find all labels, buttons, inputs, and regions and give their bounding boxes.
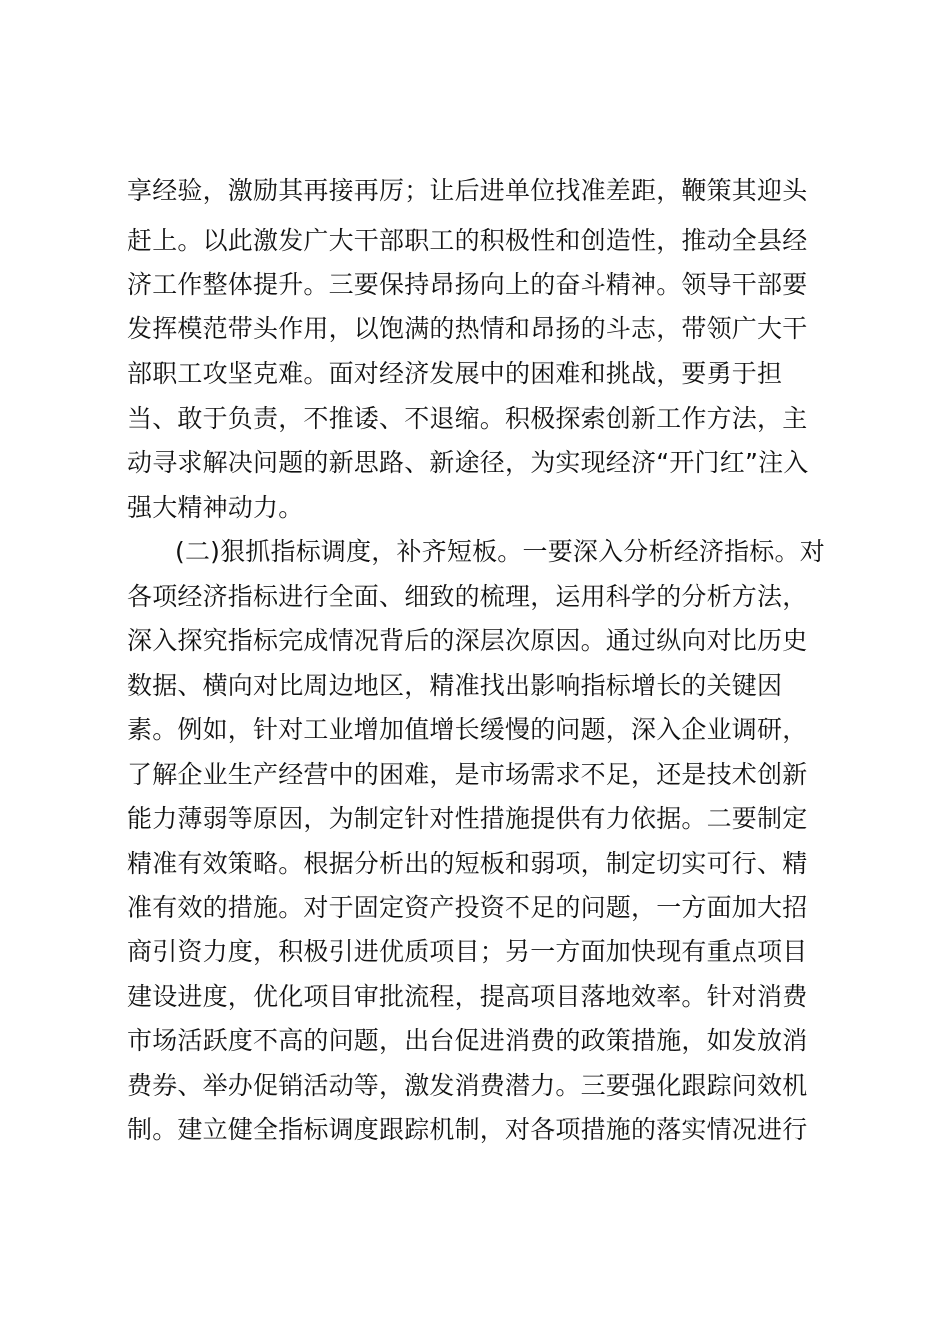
- text-line: 当、敢于负责，不推诿、不退缩。积极探索创新工作方法，主: [127, 404, 808, 433]
- text-line: 济工作整体提升。三要保持昂扬向上的奋斗精神。领导干部要: [127, 270, 808, 299]
- text-line: 商引资力度，积极引进优质项目；另一方面加快现有重点项目: [127, 937, 808, 966]
- text-line: 准有效的措施。对于固定资产投资不足的问题，一方面加大招: [127, 893, 808, 922]
- text-line: 部职工攻坚克难。面对经济发展中的困难和挑战，要勇于担: [127, 359, 783, 388]
- section-heading-line: (二)狠抓指标调度，补齐短板。一要深入分析经济指标。对: [175, 537, 825, 566]
- text-line: 市场活跃度不高的问题，出台促进消费的政策措施，如发放消: [127, 1026, 808, 1055]
- text-line: 赶上。以此激发广大干部职工的积极性和创造性，推动全县经: [127, 226, 808, 255]
- text-line: 动寻求解决问题的新思路、新途径，为实现经济“开门红”注入: [127, 448, 809, 477]
- text-line: 能力薄弱等原因，为制定针对性措施提供有力依据。二要制定: [127, 804, 808, 833]
- text-line: 费券、举办促销活动等，激发消费潜力。三要强化跟踪问效机: [127, 1071, 808, 1100]
- text-line: 制。建立健全指标调度跟踪机制，对各项措施的落实情况进行: [127, 1115, 808, 1144]
- text-line: 素。例如，针对工业增加值增长缓慢的问题，深入企业调研，: [127, 715, 808, 744]
- text-line: 数据、横向对比周边地区，精准找出影响指标增长的关键因: [127, 671, 783, 700]
- text-line: 建设进度，优化项目审批流程，提高项目落地效率。针对消费: [127, 982, 808, 1011]
- text-line: 各项经济指标进行全面、细致的梳理，运用科学的分析方法，: [127, 582, 808, 611]
- text-line: 精准有效策略。根据分析出的短板和弱项，制定切实可行、精: [127, 849, 808, 878]
- text-line: 强大精神动力。: [127, 493, 304, 522]
- text-line: 了解企业生产经营中的困难，是市场需求不足，还是技术创新: [127, 760, 808, 789]
- text-line: 发挥模范带头作用，以饱满的热情和昂扬的斗志，带领广大干: [127, 314, 808, 343]
- text-line: 享经验，激励其再接再厉；让后进单位找准差距，鞭策其迎头: [127, 176, 808, 205]
- text-line: 深入探究指标完成情况背后的深层次原因。通过纵向对比历史: [127, 626, 808, 655]
